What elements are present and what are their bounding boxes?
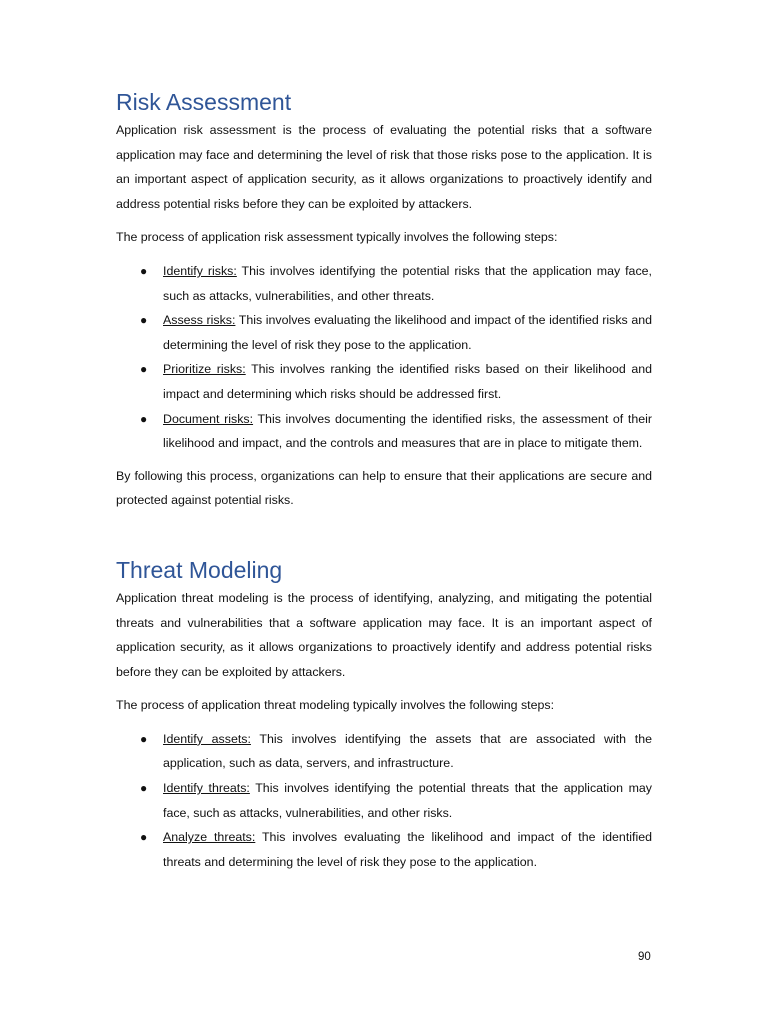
bullet-icon: ● [140, 781, 148, 796]
list-item [116, 407, 652, 456]
bullet-icon: ● [140, 263, 148, 278]
step-term: Document risks: [163, 411, 254, 426]
step-text: This involves identifying the assets that are associated with the application, such as data, servers, and infrastructure. [163, 731, 652, 771]
risk-assessment-intro: Application risk assessment is the process of evaluating the potential risks that a software application may face and determining the level of risk that those risks pose to the application. It is an important aspect of application security, as it allows organizations to proactively identify and address potential risks before they can be exploited by attackers. [116, 123, 652, 211]
section-heading-threat-modeling: Threat Modeling [116, 556, 283, 583]
page-content [116, 86, 652, 882]
step-term: Analyze threats: [163, 830, 256, 845]
list-item [116, 308, 652, 357]
bullet-icon: ● [140, 830, 148, 845]
risk-assessment-closing: By following this process, organizations can help to ensure that their applications are secure and protected against potential risks. [116, 468, 652, 508]
step-term: Prioritize risks: [163, 362, 246, 377]
list-item [116, 357, 652, 406]
step-text: This involves evaluating the likelihood and impact of the identified threats and determining the level of risk they pose to the application. [163, 830, 652, 869]
list-item [116, 259, 652, 308]
threat-modeling-steps [116, 727, 652, 875]
bullet-icon: ● [140, 411, 148, 426]
step-text: This involves identifying the potential threats that the application may face, such as attacks, vulnerabilities, and other risks. [163, 781, 652, 820]
list-item [116, 825, 652, 874]
list-item [116, 727, 652, 776]
section-spacer [116, 513, 652, 554]
step-term: Identify assets: [163, 731, 251, 746]
step-term: Identify risks: [163, 263, 237, 278]
step-text: This involves documenting the identified risks, the assessment of their likelihood and impact, and the controls and measures that are in place to mitigate them. [163, 411, 653, 451]
step-text: This involves evaluating the likelihood and impact of the identified risks and determining the level of risk they pose to the application. [163, 313, 652, 352]
step-term: Identify threats: [163, 781, 250, 796]
section-heading-risk-assessment: Risk Assessment [116, 89, 292, 115]
bullet-icon: ● [140, 362, 148, 377]
threat-modeling-intro: Application threat modeling is the process of identifying, analyzing, and mitigating the potential threats and vulnerabilities that a software application may face. It is an important aspect of application security, as it allows organizations to proactively identify and address potential risks before they can be exploited by attackers. [116, 590, 652, 679]
risk-assessment-steps [116, 259, 652, 456]
list-item [116, 776, 652, 825]
step-text: This involves ranking the identified risks based on their likelihood and impact and determining which risks should be addressed first. [163, 362, 653, 401]
step-term: Assess risks: [163, 313, 236, 328]
step-text: This involves identifying the potential risks that the application may face, such as attacks, vulnerabilities, and other threats. [163, 263, 652, 303]
risk-assessment-lead: The process of application risk assessment typically involves the following steps: [116, 230, 558, 245]
bullet-icon: ● [140, 313, 148, 328]
threat-modeling-lead: The process of application threat modeling typically involves the following steps: [116, 698, 555, 713]
bullet-icon: ● [140, 731, 148, 746]
page-number: 90 [638, 951, 651, 963]
